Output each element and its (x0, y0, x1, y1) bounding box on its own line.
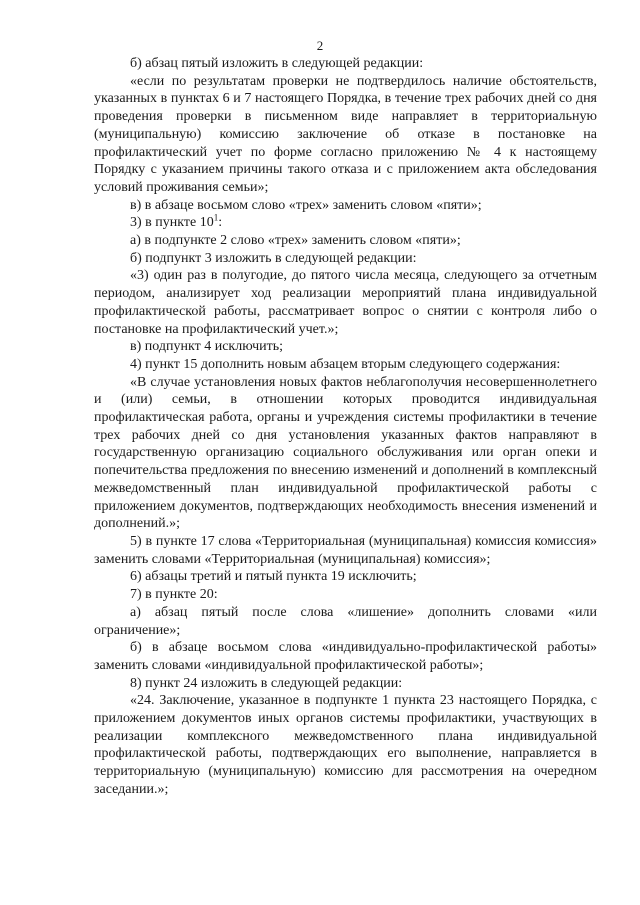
paragraph-b-podpunkt-3: б) подпункт 3 изложить в следующей редакции: (130, 250, 417, 266)
paragraph-quote-podpunkt-3: «3) один раз в полугодие, до пятого числа месяца, следующего за отчетным периодом, анализирует ход реализации мероприятий плана индивидуальной профилактической работы, рассматривает вопрос о снятии с контроля либо о постановке на профилактический учет.»; (94, 268, 597, 337)
paragraph-a-podpunkt-2: а) в подпункте 2 слово «трех» заменить словом «пяти»; (130, 233, 461, 249)
paragraph-punkt-10-1 (94, 214, 597, 232)
paragraph-punkt-17: 5) в пункте 17 слова «Территориальная (муниципальная) комиссия комиссия» заменить словами «Территориальная (муниципальная) комиссия»; (94, 533, 597, 567)
paragraph-punkt-19: 6) абзацы третий и пятый пункта 19 исключить; (130, 569, 417, 585)
paragraph-a-abzac-pyatyi: а) абзац пятый после слова «лишение» дополнить словами «или ограничение»; (94, 604, 597, 638)
paragraph-quote-proverka: «если по результатам проверки не подтвердилось наличие обстоятельств, указанных в пунктах 6 и 7 настоящего Порядка, в течение трех рабочих дней со дня проведения проверки в письменном виде направляет в территориальную (муниципальную) комиссию заключение об отказе в постановке на профилактический учет по форме согласно приложению № 4 к настоящему Порядку с указанием причины такого отказа и с приложением акта обследования условий проживания семьи»; (94, 73, 597, 195)
paragraph-b-abzac-vosmoi: б) в абзаце восьмом слова «индивидуально-профилактической работы» заменить словами «индивидуальной профилактической работы»; (94, 640, 597, 673)
paragraph-punkt-15: 4) пункт 15 дополнить новым абзацем вторым следующего содержания: (130, 356, 561, 372)
paragraph-b-abzac-pyatyi: б) абзац пятый изложить в следующей редакции: (130, 56, 424, 71)
paragraph-punkt-24: 8) пункт 24 изложить в следующей редакции: (130, 675, 403, 691)
paragraph-punkt-10-1-text: 3) в пункте 10 (130, 215, 214, 231)
document-body (94, 55, 597, 799)
superscript-one: 1 (213, 212, 219, 223)
page-number: 2 (316, 38, 324, 53)
paragraph-quote-punkt-24: «24. Заключение, указанное в подпункте 1 пункта 23 настоящего Порядка, с приложением документов иных органов системы профилактики, участвующих в реализации комплексного межведомственного плана индивидуальной профилактической работы, подтверждающих его выполнение, направляется в территориальную (муниципальную) комиссию для рассмотрения на очередном заседании.»; (94, 693, 597, 797)
paragraph-v-abzac-vosmoi: в) в абзаце восьмом слово «трех» заменить словом «пяти»; (130, 197, 482, 213)
paragraph-punkt-20: 7) в пункте 20: (130, 587, 218, 603)
paragraph-v-podpunkt-4: в) подпункт 4 исключить; (130, 339, 284, 355)
paragraph-punkt-10-1-colon: : (218, 215, 223, 231)
paragraph-quote-punkt-15: «В случае установления новых фактов неблагополучия несовершеннолетнего и (или) семьи, в отношении которых проводится индивидуальная профилактическая работа, органы и учреждения системы профилактики в течение трех рабочих дней со дня установления указанных фактов направляют в государственную организацию социального обслуживания или орган опеки и попечительства предложения по внесению изменений и дополнений в комплексный межведомственный план индивидуальной профилактической работы с приложением документов, подтверждающих необходимость внесения изменений и дополнений.»; (94, 374, 597, 532)
